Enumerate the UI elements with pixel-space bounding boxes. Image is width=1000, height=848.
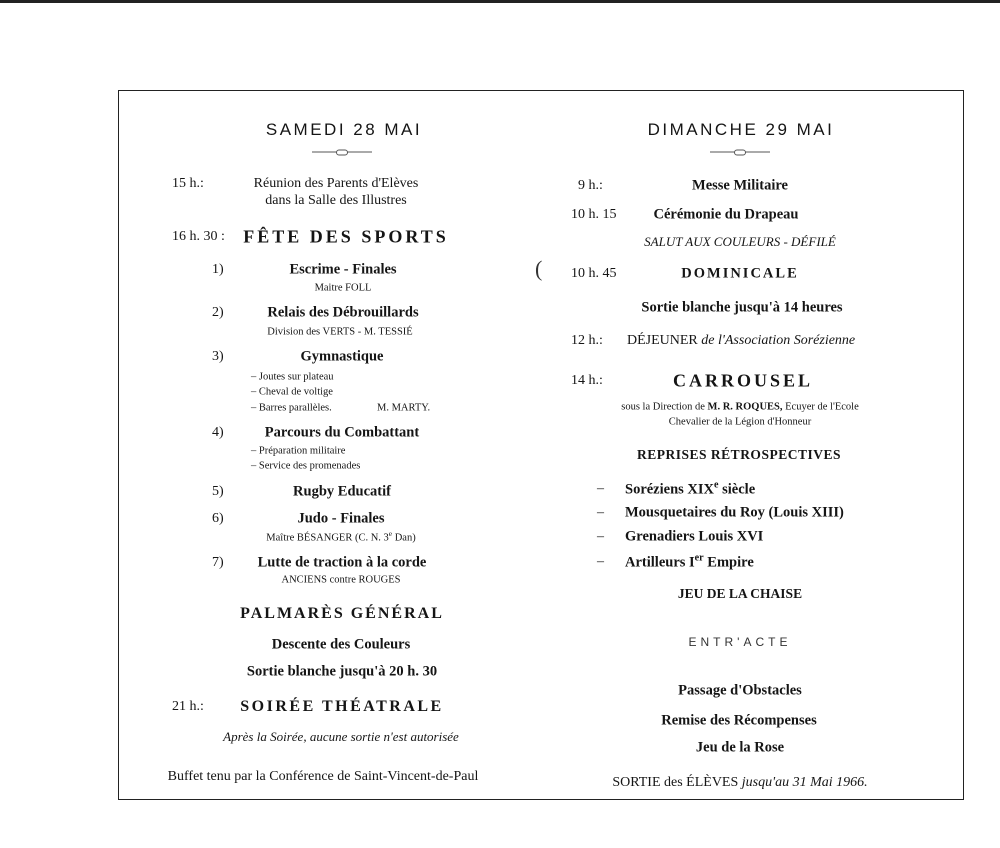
chaise-title: JEU DE LA CHAISE: [677, 586, 803, 601]
sub-text: Dan): [392, 532, 416, 544]
sup-text: er: [694, 552, 704, 564]
item-bullet: – Barres parallèles.: [251, 402, 332, 414]
event-title: SOIRÉE THÉATRALE: [240, 698, 444, 715]
event-sub: SALUT AUX COULEURS - DÉFILÉ: [644, 234, 836, 249]
event-title: CARROUSEL: [672, 370, 814, 391]
event-text: Réunion des Parents d'Elèves: [253, 176, 419, 191]
dash: –: [597, 554, 604, 569]
time: 10 h. 45: [571, 266, 617, 281]
time: 21 h.:: [172, 699, 204, 714]
reprise-text: Empire: [703, 554, 754, 571]
item-sub: ANCIENS contre ROUGES: [281, 574, 401, 586]
item-number: 3): [212, 349, 224, 364]
item-number: 2): [212, 305, 224, 320]
event-title: Passage d'Obstacles: [678, 682, 802, 699]
ornament: [312, 152, 372, 153]
final-pre: SORTIE des ÉLÈVES: [612, 775, 739, 790]
dejeuner-rest: de l'Association Sorézienne: [697, 333, 856, 348]
item-title: Lutte de traction à la corde: [257, 554, 427, 571]
item-sub: [266, 529, 415, 544]
entracte-title: ENTR'ACTE: [688, 635, 792, 649]
item-title: Judo - Finales: [297, 510, 385, 527]
time: 15 h.:: [172, 176, 204, 191]
reprise-text: Artilleurs I: [625, 554, 695, 571]
time: 16 h. 30 :: [172, 229, 225, 244]
time: 12 h.:: [571, 333, 603, 348]
scan-edge: [0, 0, 1000, 3]
dir-pre: sous la Direction de: [621, 401, 708, 413]
dash: –: [597, 529, 604, 544]
item-title: Escrime - Finales: [289, 261, 397, 278]
apres-text: Après la Soirée, aucune sortie n'est autorisée: [223, 729, 459, 744]
item-number: 4): [212, 425, 224, 440]
dash: –: [597, 481, 604, 496]
item-title: Rugby Educatif: [293, 483, 391, 500]
dir-post: Ecuyer de l'Ecole: [782, 401, 859, 413]
event-title: DOMINICALE: [681, 265, 799, 282]
final-text: [612, 775, 867, 791]
sup-text: e: [388, 528, 393, 538]
item-note: M. MARTY.: [377, 402, 431, 414]
reprises-title: REPRISES RÉTROSPECTIVES: [637, 447, 841, 462]
event-text: [627, 333, 855, 349]
palmares-title: PALMARÈS GÉNÉRAL: [240, 605, 444, 622]
buffet-text: Buffet tenu par la Conférence de Saint-Vincent-de-Paul: [167, 769, 479, 784]
program-frame: [118, 90, 964, 800]
day-title: SAMEDI 28 MAI: [265, 120, 423, 139]
reprise-text: siècle: [718, 481, 756, 498]
item-bullet: – Joutes sur plateau: [251, 371, 334, 383]
event-title: Cérémonie du Drapeau: [653, 206, 799, 223]
reprise-text: Soréziens XIX: [625, 481, 715, 498]
item-title: Parcours du Combattant: [264, 424, 420, 441]
direction-text: [621, 402, 859, 413]
time: 14 h.:: [571, 373, 603, 388]
sup-text: e: [714, 479, 719, 491]
item-bullet: – Service des promenades: [251, 460, 361, 472]
item-title: Gymnastique: [300, 348, 384, 365]
item-title: Relais des Débrouillards: [267, 304, 419, 321]
item-number: 1): [212, 262, 224, 277]
time: 10 h. 15: [571, 207, 617, 222]
scan-mark: (: [535, 256, 543, 281]
reprise-item: Mousquetaires du Roy (Louis XIII): [625, 504, 844, 521]
item-number: 6): [212, 511, 224, 526]
event-title: Jeu de la Rose: [695, 739, 785, 756]
dir-name: M. R. ROQUES,: [707, 401, 783, 413]
time: 9 h.:: [578, 178, 603, 193]
ornament: [710, 152, 770, 153]
event-title: Messe Militaire: [692, 177, 788, 194]
item-sub: Maitre FOLL: [314, 282, 372, 294]
event-title: FÊTE DES SPORTS: [243, 226, 449, 247]
day-title: DIMANCHE 29 MAI: [647, 120, 835, 139]
item-number: 7): [212, 555, 224, 570]
item-sub: Division des VERTS - M. TESSIÉ: [267, 326, 413, 338]
event-text: dans la Salle des Illustres: [265, 193, 407, 208]
dash: –: [597, 505, 604, 520]
item-number: 5): [212, 484, 224, 499]
sortie-text: Sortie blanche jusqu'à 14 heures: [641, 299, 843, 316]
item-bullet: – Préparation militaire: [251, 445, 346, 457]
dejeuner-title: DÉJEUNER: [627, 333, 698, 348]
reprise-item: [625, 480, 755, 499]
sub-text: Maître BÉSANGER (C. N. 3: [266, 532, 389, 544]
event-title: Remise des Récompenses: [661, 712, 817, 729]
final-italic: jusqu'au 31 Mai 1966.: [738, 775, 868, 790]
reprise-item: Grenadiers Louis XVI: [625, 528, 764, 545]
descente-text: Descente des Couleurs: [271, 636, 411, 653]
direction-text: Chevalier de la Légion d'Honneur: [668, 416, 812, 428]
item-bullet: – Cheval de voltige: [251, 386, 333, 398]
reprise-item: [625, 553, 754, 572]
sortie-text: Sortie blanche jusqu'à 20 h. 30: [246, 663, 438, 680]
